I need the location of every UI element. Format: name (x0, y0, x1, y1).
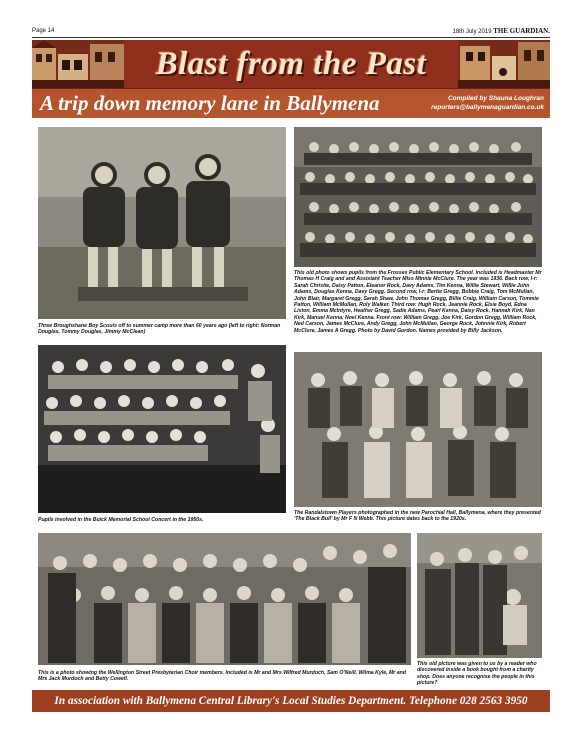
caption-boy-scouts: Three Broughshane Boy Scouts off to summer camp more than 60 years ago (left to right: Norman Douglas, Tommy Douglas, Jimmy McClean) (38, 323, 281, 336)
page-headline: A trip down memory lane in Ballymena (40, 91, 380, 115)
photo-charity-shop-find (417, 533, 542, 658)
caption-buick-concert: Pupils involved in the Buick Memorial School Concert in the 1950s. (38, 517, 204, 523)
page-number: Page 14 (32, 28, 55, 34)
contact-email: reporters@ballymenaguardian.co.uk (431, 104, 544, 111)
compiled-by: Compiled by Shauna Loughran (447, 95, 544, 102)
photo-boy-scouts (38, 127, 286, 319)
headline-bar (32, 88, 550, 118)
caption-randalstown-players: The Randalstown Players photographed in the new Parochial Hall, Ballymena, where they presented 'The Black Bull' by Mr F N Webb. This picture dates back to the 1920s. (294, 510, 541, 523)
page-header-line (32, 26, 550, 36)
header-right (453, 27, 551, 35)
street-scene-illustration-right (458, 40, 550, 88)
banner-title: Blast from the Past (155, 45, 427, 82)
caption-wellington-choir: This is a photo showing the Wellington Street Presbyterian Choir members. Included is Mr and Mrs Wilfred Murdoch, Sam O'Neill, Wilma Kyle, Mr and Mrs Jack Murdoch and Betty Cowell. (38, 670, 406, 683)
photo-wellington-choir (38, 533, 411, 665)
caption-frosses-school: This old photo shows pupils from the Frosses Public Elementary School. Included is Headmaster Mr Thomas H Craig and and Assistant Teacher Miss Minnie McClure. The year was 1936. Back row, l-r: Sarah Christie, Daisy Patton, Eleanor Rock, Davy Adams, Tim Kenna, Willie Stewart, Willie John Adams, Douglas Kenna, Davy Gregg. Second row, l-r: Bertie Gregg, Bobbie Craig, Tom McMullan, John Blair, Margaret Gregg, Sarah Shaw, John Thomas Gregg, Billie Craig, William Carson, Tommie Patton, William McMullan, Roly Walker. Third row: Hugh Rock, Jeannie Rock, Elsie Boyd, Edna Liston, Emma McIntyre, Heather Gregg, Sadie Adams, Pearl Kenna, Daisy Rock, Hannah Kirk, Nan Kirk, Manuel Kenna, Noel Kenna. Front row: William Gregg, Joe Kirk, Gordon Gregg, William Rock, Ned Carson, James McClure, Andy Gregg, John McMullan, George Rock, Johnnie Kirk, Robert McClure, James A Gregg. Photo by David Gordon. Names provided by Billy Jackson. (294, 270, 542, 334)
publication-name: THE GUARDIAN. (493, 27, 550, 35)
photo-randalstown-players (294, 352, 542, 507)
caption-charity-shop-find: This old picture was given to us by a reader who discovered inside a book bought from a charity shop. Does anyone recognise the people in this picture? (417, 661, 537, 687)
issue-date: 18th July 2019 (452, 29, 492, 35)
blast-banner (32, 40, 550, 88)
library-association-footer: In association with Ballymena Central Library's Local Studies Department. Telephone 028 2563 3950 (32, 690, 550, 712)
street-scene-illustration-left (32, 40, 124, 88)
compiler-credit (431, 94, 544, 112)
photo-buick-concert (38, 345, 286, 513)
photo-frosses-school (294, 127, 542, 267)
header-rule (32, 37, 550, 38)
